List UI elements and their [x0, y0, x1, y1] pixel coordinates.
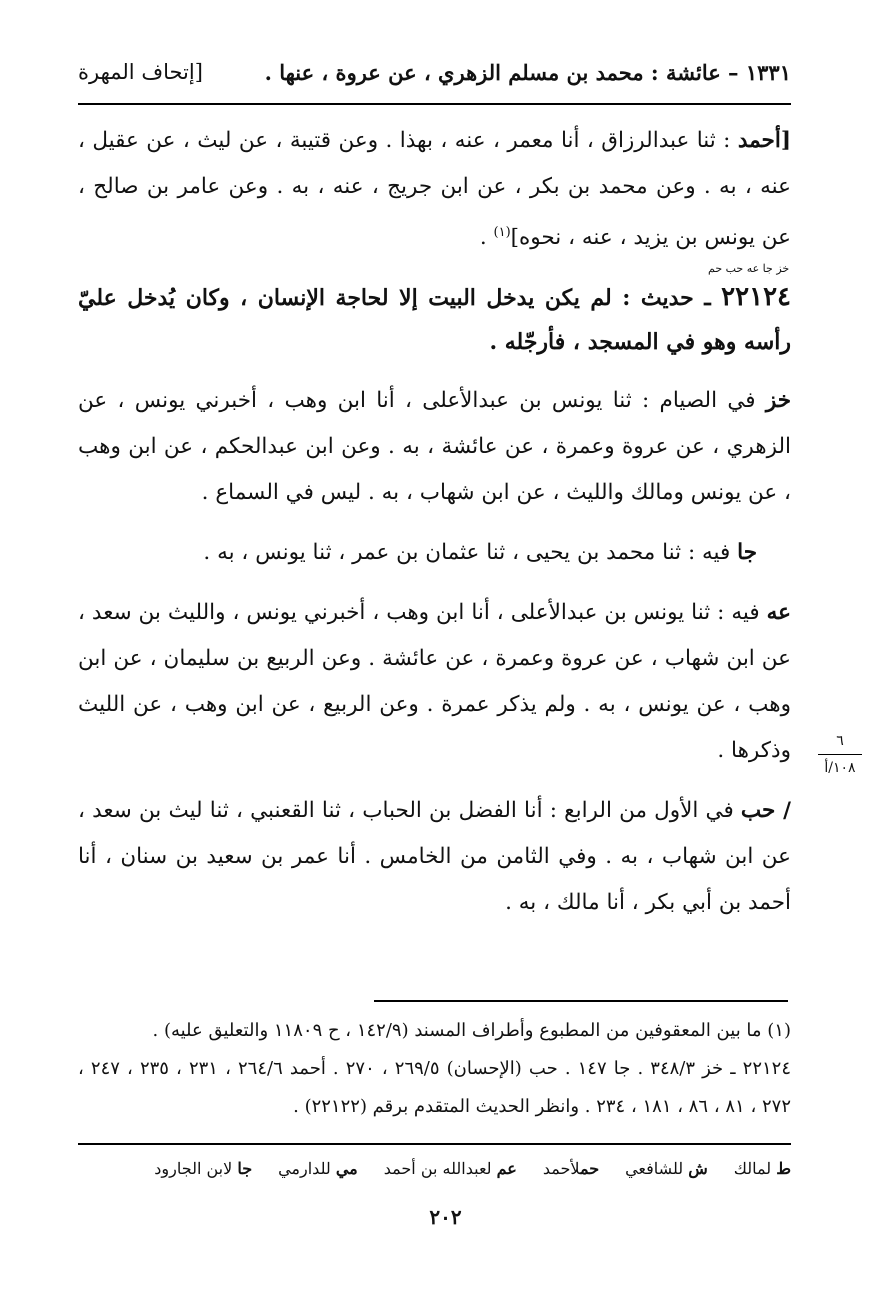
source-khuz: خز	[765, 388, 791, 414]
hadith-references: ٢٢١٢٤ ـ خز ٣٤٨/٣ . جا ١٤٧ . حب (الإحسان) ٢٦٩/٥ ، ٢٧٠ . أحمد ٢٦٤/٦ ، ٢٣١ ، ٢٣٥ ، ٢٤٧ ، ٢٧٢ ، ٨١ ، ٨٦ ، ١٨١ ، ٢٣٤ . وانظر الحديث المتقدم برقم (٢٢١٢٢) .	[78, 1058, 791, 1117]
legend-name: لمالك	[733, 1159, 772, 1178]
paragraph-hibban	[78, 788, 791, 926]
spacer	[78, 364, 791, 378]
legend-name: لعبدالله بن أحمد	[383, 1159, 492, 1178]
spacer	[78, 516, 791, 530]
footnote-rule	[374, 1000, 788, 1002]
legend-item	[543, 1152, 599, 1186]
hadith-text: ـ حديث : لم يكن يدخل البيت إلا لحاجة الإنسان ، وكان يُدخل عليّ رأسه وهو في المسجد ، فأرجّله .	[78, 285, 791, 356]
header-title: ١٣٣١ – عائشة : محمد بن مسلم الزهري ، عن عروة ، عنها .	[264, 59, 791, 85]
paragraph-text: في الصيام : ثنا يونس بن عبدالأعلى ، أنا ابن وهب ، أخبرني يونس ، عن الزهري ، عن عروة وعمرة ، عن عائشة ، به . وعن ابن عبدالحكم ، عن ابن وهب ، عن يونس ومالك والليث ، عن ابن شهاب ، به . ليس في السماع .	[78, 388, 791, 506]
footnote-ref: (١)	[493, 225, 511, 240]
legend-item	[154, 1152, 252, 1186]
paragraph-end: .	[479, 225, 494, 251]
legend-name: لابن الجارود	[154, 1159, 233, 1178]
legend-abbr: جا	[237, 1159, 253, 1178]
paragraph-ahmad	[78, 118, 791, 261]
folio-number: ١٠٨/أ	[824, 760, 856, 776]
legend-rule	[78, 1143, 791, 1145]
footnotes	[78, 1012, 791, 1126]
legend-item	[625, 1152, 708, 1186]
spacer	[78, 774, 791, 788]
running-header	[78, 52, 791, 92]
abbreviation-legend	[78, 1152, 791, 1186]
legend-abbr: ش	[688, 1159, 708, 1178]
paragraph-text: فيه : ثنا محمد بن يحيى ، ثنا عثمان بن عمر ، ثنا يونس ، به .	[203, 540, 738, 566]
paragraph-text: في الأول من الرابع : أنا الفضل بن الحباب ، ثنا القعنبي ، ثنا ليث بن سعد ، عن ابن شهاب ، به . وفي الثامن من الخامس . أنا عمر بن سعيد بن سنان ، أنا أحمد بن أبي بكر ، أنا مالك ، به .	[78, 798, 791, 916]
paragraph-ah	[78, 590, 791, 774]
paragraph-khuz	[78, 378, 791, 516]
header-book-name: [إتحاف المهرة	[78, 60, 203, 84]
main-text	[78, 118, 791, 926]
legend-name: لأحمد	[542, 1159, 580, 1178]
volume-number: ٦	[836, 733, 844, 749]
paragraph-text: : ثنا عبدالرزاق ، أنا معمر ، عنه ، بهذا . وعن قتيبة ، عن ليث ، عن عقيل ، عنه ، به . وعن محمد بن بكر ، عن ابن جريج ، عنه ، به . وعن عامر بن صالح ، عن يونس بن يزيد ، عنه ، نحوه]	[78, 128, 791, 251]
footnote-1: (١) ما بين المعقوفين من المطبوع وأطراف المسند (١٤٢/٩ ، ح ١١٨٠٩ والتعليق عليه) .	[152, 1020, 791, 1041]
spacer	[78, 576, 791, 590]
manuscript-folio-note	[818, 732, 862, 777]
legend-abbr: عم	[496, 1159, 517, 1178]
paragraph-ja	[78, 530, 791, 576]
hadith-number: ٢٢١٢٤	[721, 282, 791, 313]
hadith-heading	[78, 263, 791, 364]
header-rule	[78, 103, 791, 105]
source-ah: عه	[766, 600, 791, 626]
legend-abbr: حم	[579, 1159, 600, 1178]
margin-rule	[818, 754, 862, 755]
legend-item	[734, 1152, 791, 1186]
legend-abbr: ط	[776, 1159, 791, 1178]
legend-abbr: مي	[335, 1159, 358, 1178]
legend-item	[384, 1152, 517, 1186]
hadith-sigla: خز جا عه حب حم	[708, 262, 790, 276]
source-ahmad: [أحمد	[737, 128, 791, 153]
legend-name: للشافعي	[625, 1159, 684, 1178]
legend-name: للدارمي	[278, 1159, 331, 1178]
source-hibban: / حب	[740, 798, 791, 824]
page-number: ٢٠٢	[429, 1205, 462, 1229]
legend-item	[278, 1152, 358, 1186]
source-ja: جا	[737, 540, 757, 566]
paragraph-text: فيه : ثنا يونس بن عبدالأعلى ، أنا ابن وهب ، أخبرني يونس ، والليث بن سعد ، عن ابن شهاب ، عن عروة وعمرة ، عن عائشة . وعن الربيع بن سليمان ، عن ابن وهب ، عن يونس ، به . ولم يذكر عمرة . وعن الربيع ، عن ابن وهب ، عن الليث وذكرها .	[78, 600, 791, 764]
